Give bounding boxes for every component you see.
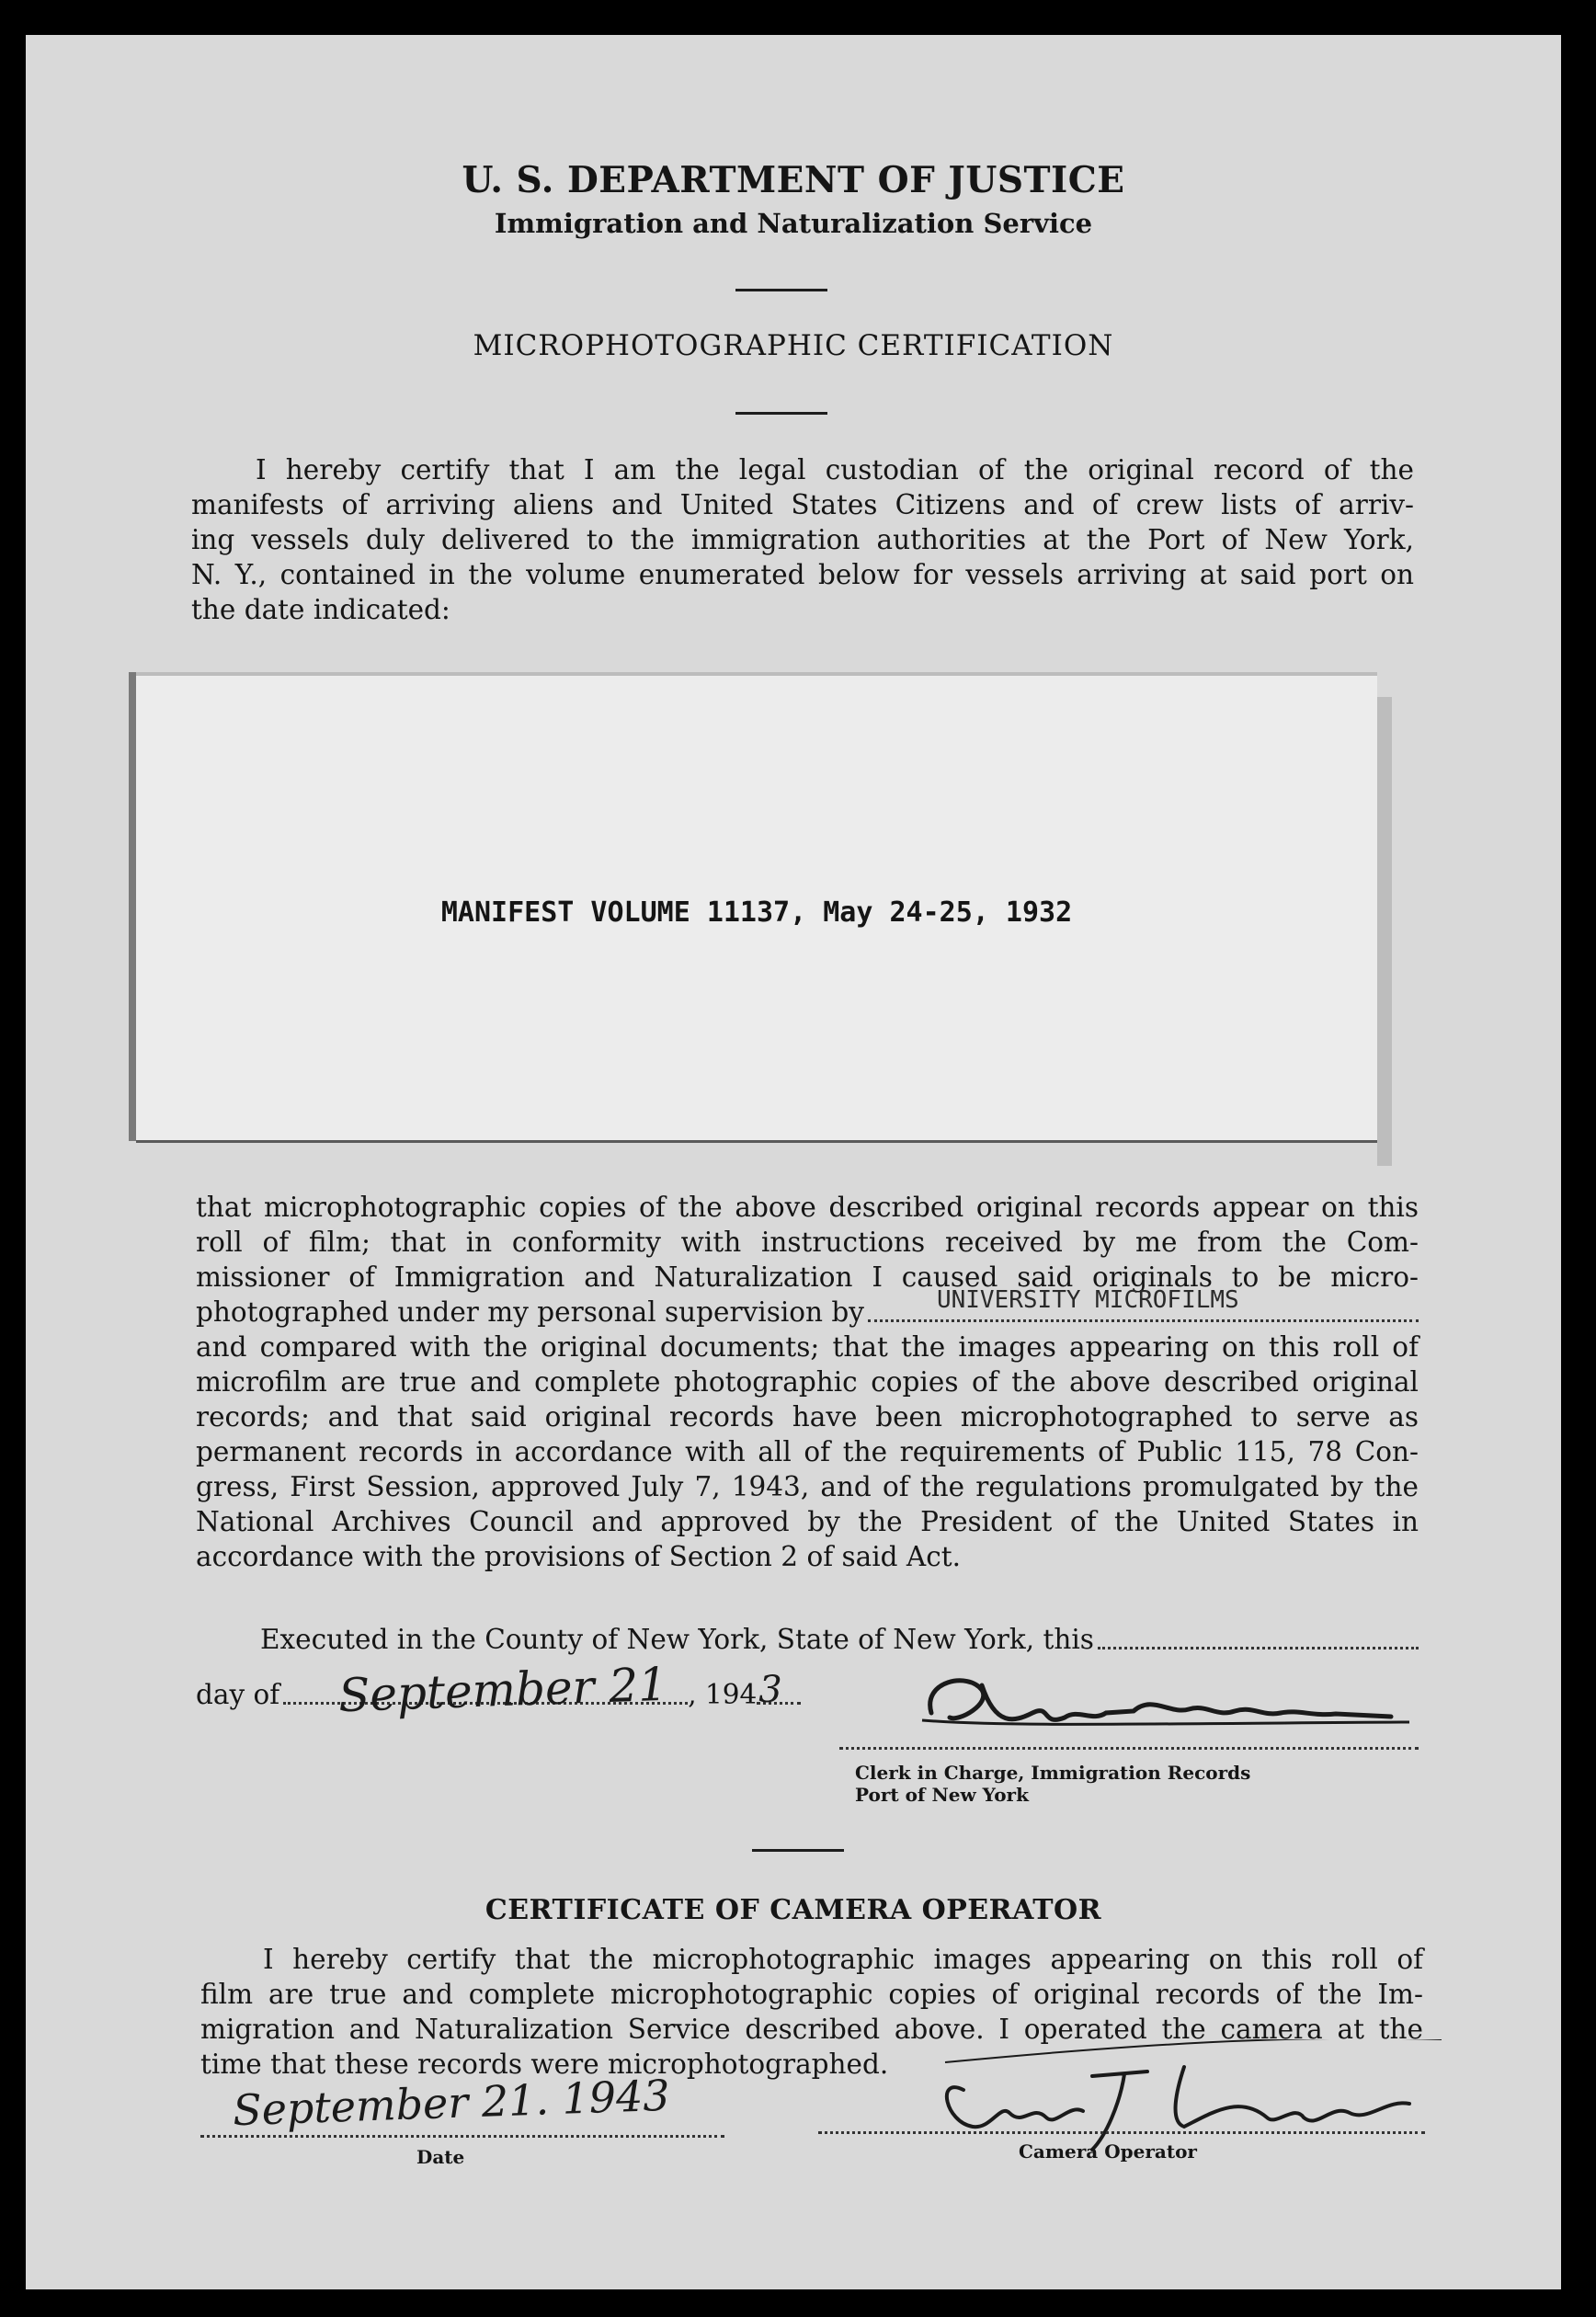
- text-line: migration and Naturalization Service described above. I operated the camera at the: [200, 2014, 1423, 2045]
- text-line: I hereby certify that the microphotographic images appearing on this roll of: [263, 1944, 1423, 1975]
- text-line: time that these records were microphotographed.: [200, 2049, 889, 2080]
- service-subtitle: Immigration and Naturalization Service: [494, 208, 1093, 239]
- day-of-line: [196, 1657, 858, 1723]
- text-line: that microphotographic copies of the above described original records appear on this: [196, 1192, 1419, 1223]
- text-line: manifests of arriving aliens and United States Citizens and of crew lists of arriv-: [191, 489, 1414, 520]
- department-title: U. S. DEPARTMENT OF JUSTICE: [462, 159, 1125, 201]
- supervision-prefix: photographed under my personal supervision by: [196, 1296, 864, 1328]
- text-line: National Archives Council and approved by the President of the United States in: [196, 1506, 1419, 1537]
- clerk-signature: [895, 1649, 1446, 1759]
- handwritten-year-digit: 3: [758, 1669, 782, 1711]
- day-of-label: day of: [196, 1679, 280, 1710]
- executed-text: Executed in the County of New York, State of New York, this: [260, 1624, 1094, 1655]
- text-line: gress, First Session, approved July 7, 1943, and of the regulations promulgated by the: [196, 1471, 1419, 1502]
- handwritten-date: September 21: [337, 1657, 669, 1723]
- dotted-fill-line: [868, 1286, 1419, 1322]
- text-line: microfilm are true and complete photographic copies of the above described original: [196, 1366, 1419, 1398]
- body-paragraph: [196, 1190, 1419, 1574]
- clerk-title-line: Clerk in Charge, Immigration Records: [855, 1762, 1251, 1784]
- text-line: permanent records in accordance with all of the requirements of Public 115, 78 Con-: [196, 1436, 1419, 1467]
- date-label: Date: [416, 2146, 465, 2168]
- dotted-fill-line: [757, 1669, 801, 1711]
- handwritten-operator-date: September 21. 1943: [232, 2070, 671, 2136]
- certification-title: MICROPHOTOGRAPHIC CERTIFICATION: [473, 329, 1114, 362]
- insert-shadow: [1377, 697, 1392, 1166]
- text-line: accordance with the provisions of Section 2 of said Act.: [196, 1541, 961, 1572]
- camera-certificate-title: CERTIFICATE OF CAMERA OPERATOR: [484, 1894, 1102, 1926]
- manifest-volume-text: MANIFEST VOLUME 11137, May 24-25, 1932: [440, 896, 1073, 929]
- text-line: ing vessels duly delivered to the immigration authorities at the Port of New York,: [191, 524, 1414, 555]
- camera-operator-label: Camera Operator: [1019, 2140, 1197, 2163]
- text-line: N. Y., contained in the volume enumerated below for vessels arriving at said port on: [191, 559, 1414, 590]
- intro-paragraph: [191, 452, 1414, 627]
- date-line: [200, 2135, 724, 2138]
- year-prefix: , 194: [688, 1679, 758, 1710]
- divider: [752, 1849, 844, 1852]
- text-line: and compared with the original documents; that the images appearing on this roll of: [196, 1331, 1419, 1363]
- divider: [735, 412, 827, 415]
- dotted-fill-line: [283, 1657, 688, 1723]
- manifest-insert-slip: [136, 672, 1377, 1143]
- signature-line: [839, 1747, 1419, 1750]
- clerk-title-line: Port of New York: [855, 1784, 1029, 1806]
- text-line: the date indicated:: [191, 594, 450, 625]
- supervision-line: [196, 1286, 1419, 1330]
- certificate-page: [26, 35, 1561, 2289]
- clerk-title: [855, 1762, 1250, 1806]
- text-line: I hereby certify that I am the legal custodian of the original record of the: [256, 454, 1414, 485]
- divider: [735, 289, 827, 291]
- text-line: records; and that said original records have been microphotographed to serve as: [196, 1401, 1419, 1432]
- insert-shadow: [129, 672, 136, 1141]
- operator-signature-line: [818, 2131, 1425, 2134]
- text-line: film are true and complete microphotographic copies of original records of the Im-: [200, 1979, 1423, 2010]
- text-line: missioner of Immigration and Naturalization I caused said originals to be micro-: [196, 1261, 1419, 1293]
- typed-supervisor-name: UNIVERSITY MICROFILMS: [936, 1286, 1239, 1314]
- text-line: roll of film; that in conformity with instructions received by me from the Com-: [196, 1227, 1419, 1258]
